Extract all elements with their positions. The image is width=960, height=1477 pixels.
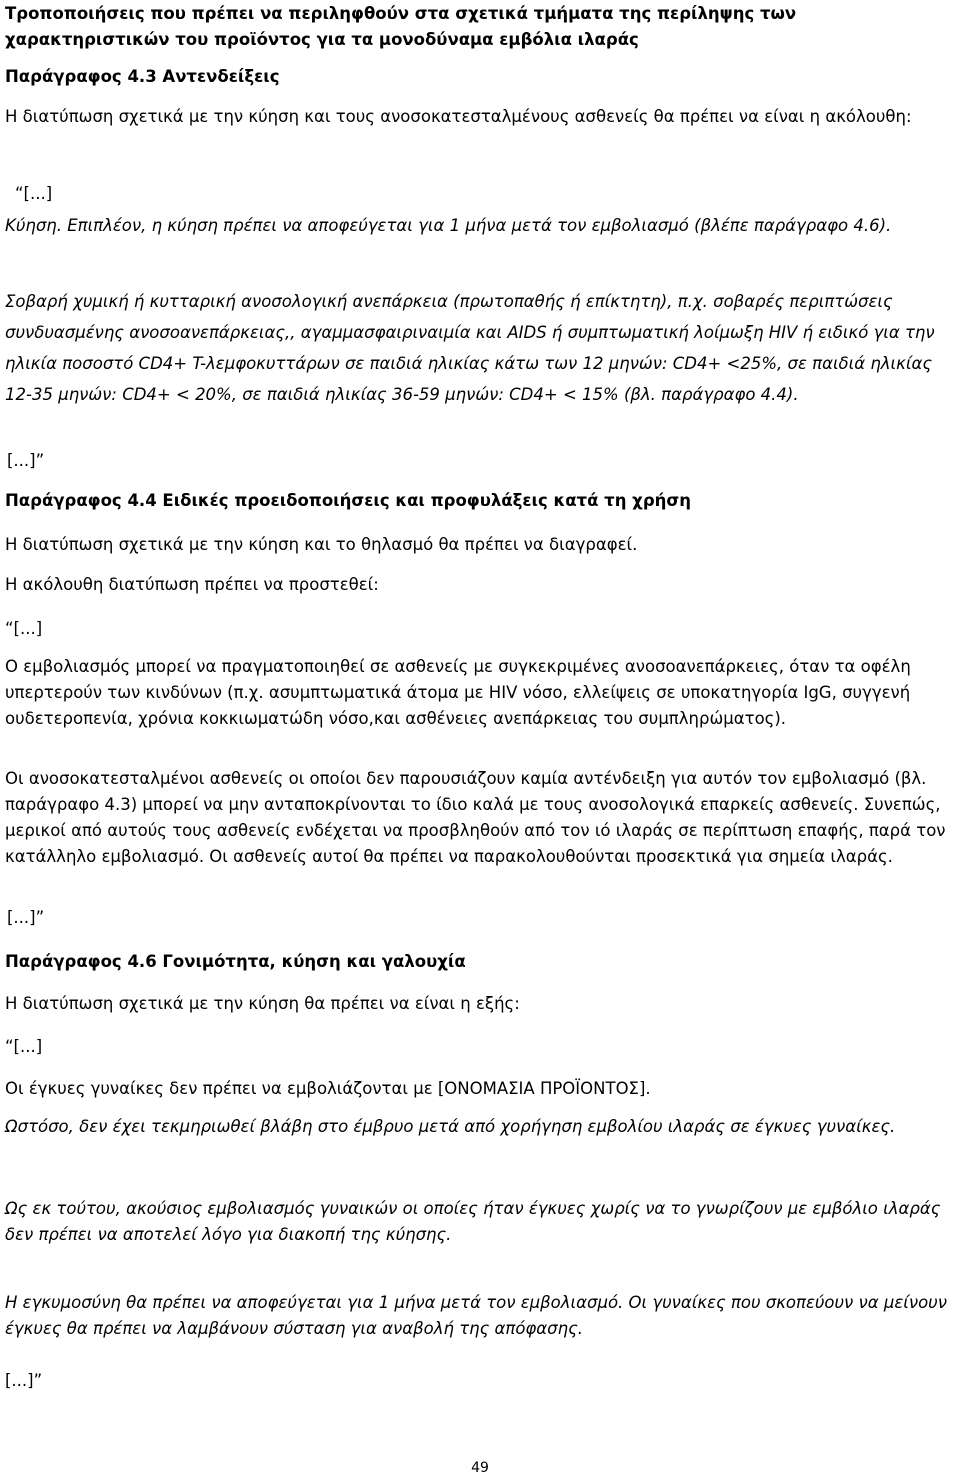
section-4-3-heading: Παράγραφος 4.3 Αντενδείξεις [5, 67, 280, 86]
document-title [5, 1, 950, 53]
page-number: 49 [471, 1460, 489, 1476]
open-bracket-4-3: “[...] [15, 184, 53, 203]
pregnancy-contraindication: Κύηση. Επιπλέον, η κύηση πρέπει να αποφεύγεται για 1 μήνα μετά τον εμβολιασμό (βλέπε παράγραφο 4.6). [5, 216, 892, 235]
avoid-pregnancy-statement: Η εγκυμοσύνη θα πρέπει να αποφεύγεται για 1 μήνα μετά τον εμβολιασμό. Οι γυναίκες που σκοπεύουν να μείνουν έγκυες θα πρέπει να λαμβάνουν σύσταση για αναβολή της απόφασης. [5, 1293, 947, 1338]
close-bracket-4-6: [...]” [5, 1371, 43, 1390]
section-4-4-heading: Παράγραφος 4.4 Ειδικές προειδοποιήσεις και προφυλάξεις κατά τη χρήση [5, 491, 691, 510]
open-bracket-4-4: “[...] [5, 619, 43, 638]
title-line-1: Τροποποιήσεις που πρέπει να περιληφθούν στα σχετικά τμήματα της περίληψης των [5, 4, 797, 23]
section-4-4-delete-note: Η διατύπωση σχετικά με την κύηση και το θηλασμό θα πρέπει να διαγραφεί. [5, 535, 638, 554]
close-bracket-4-4: [...]” [7, 908, 45, 927]
section-4-6-heading: Παράγραφος 4.6 Γονιμότητα, κύηση και γαλουχία [5, 952, 466, 971]
section-4-3-intro: Η διατύπωση σχετικά με την κύηση και τους ανοσοκατεσταλμένους ασθενείς θα πρέπει να είναι η ακόλουθη: [5, 107, 912, 126]
no-fetal-harm-statement: Ωστόσο, δεν έχει τεκμηριωθεί βλάβη στο έμβρυο μετά από χορήγηση εμβολίου ιλαράς σε έγκυες γυναίκες. [5, 1117, 896, 1136]
section-4-6-intro: Η διατύπωση σχετικά με την κύηση θα πρέπει να είναι η εξής: [5, 994, 520, 1013]
close-bracket-4-3: [...]” [7, 451, 45, 470]
title-line-2: χαρακτηριστικών του προϊόντος για τα μονοδύναμα εμβόλια ιλαράς [5, 30, 639, 49]
pregnant-women-statement: Οι έγκυες γυναίκες δεν πρέπει να εμβολιάζονται με [ΟΝΟΜΑΣΙΑ ΠΡΟΪΟΝΤΟΣ]. [5, 1079, 651, 1098]
vaccination-immunodeficiency: Ο εμβολιασμός μπορεί να πραγματοποιηθεί σε ασθενείς με συγκεκριμένες ανοσοανεπάρκειες, όταν τα οφέλη υπερτερούν των κινδύνων (π.χ. ασυμπτωματικά άτομα με HIV νόσο, ελλείψεις σε υποκατηγορία IgG, συγγενή ουδετεροπενία, χρόνια κοκκιωματώδη νόσο,και ασθένειες ανεπάρκειας του συμπληρώματος). [5, 657, 911, 728]
immunodeficiency-contraindication: Σοβαρή χυμική ή κυτταρική ανοσολογική ανεπάρκεια (πρωτοπαθής ή επίκτητη), π.χ. σοβαρές περιπτώσεις συνδυασμένης ανοσοανεπάρκειας,, αγαμμασφαιριναιμία και AIDS ή συμπτωματική λοίμωξη HIV ή ειδικό για την ηλικία ποσοστό CD4+ T-λεμφοκυττάρων σε παιδιά ηλικίας κάτω των 12 μηνών: CD4+ <25%, σε παιδιά ηλικίας 12-35 μηνών: CD4+ < 20%, σε παιδιά ηλικίας 36-59 μηνών: CD4+ < 15% (βλ. παράγραφο 4.4). [5, 292, 935, 404]
not-reason-termination-statement: Ως εκ τούτου, ακούσιος εμβολιασμός γυναικών οι οποίες ήταν έγκυες χωρίς να το γνωρίζουν με εμβόλιο ιλαράς δεν πρέπει να αποτελεί λόγο για διακοπή της κύησης. [5, 1199, 941, 1244]
section-4-4-add-note: Η ακόλουθη διατύπωση πρέπει να προστεθεί: [5, 575, 379, 594]
immunosuppressed-patients: Οι ανοσοκατεσταλμένοι ασθενείς οι οποίοι δεν παρουσιάζουν καμία αντένδειξη για αυτόν τον εμβολιασμό (βλ. παράγραφο 4.3) μπορεί να μην ανταποκρίνονται το ίδιο καλά με τους ανοσολογικά επαρκείς ασθενείς. Συνεπώς, μερικοί από αυτούς τους ασθενείς ενδέχεται να προσβληθούν από τον ιό ιλαράς σε περίπτωση επαφής, παρά τον κατάλληλο εμβολιασμό. Οι ασθενείς αυτοί θα πρέπει να παρακολουθούνται προσεκτικά για σημεία ιλαράς. [5, 769, 946, 866]
open-bracket-4-6: “[...] [5, 1037, 43, 1056]
